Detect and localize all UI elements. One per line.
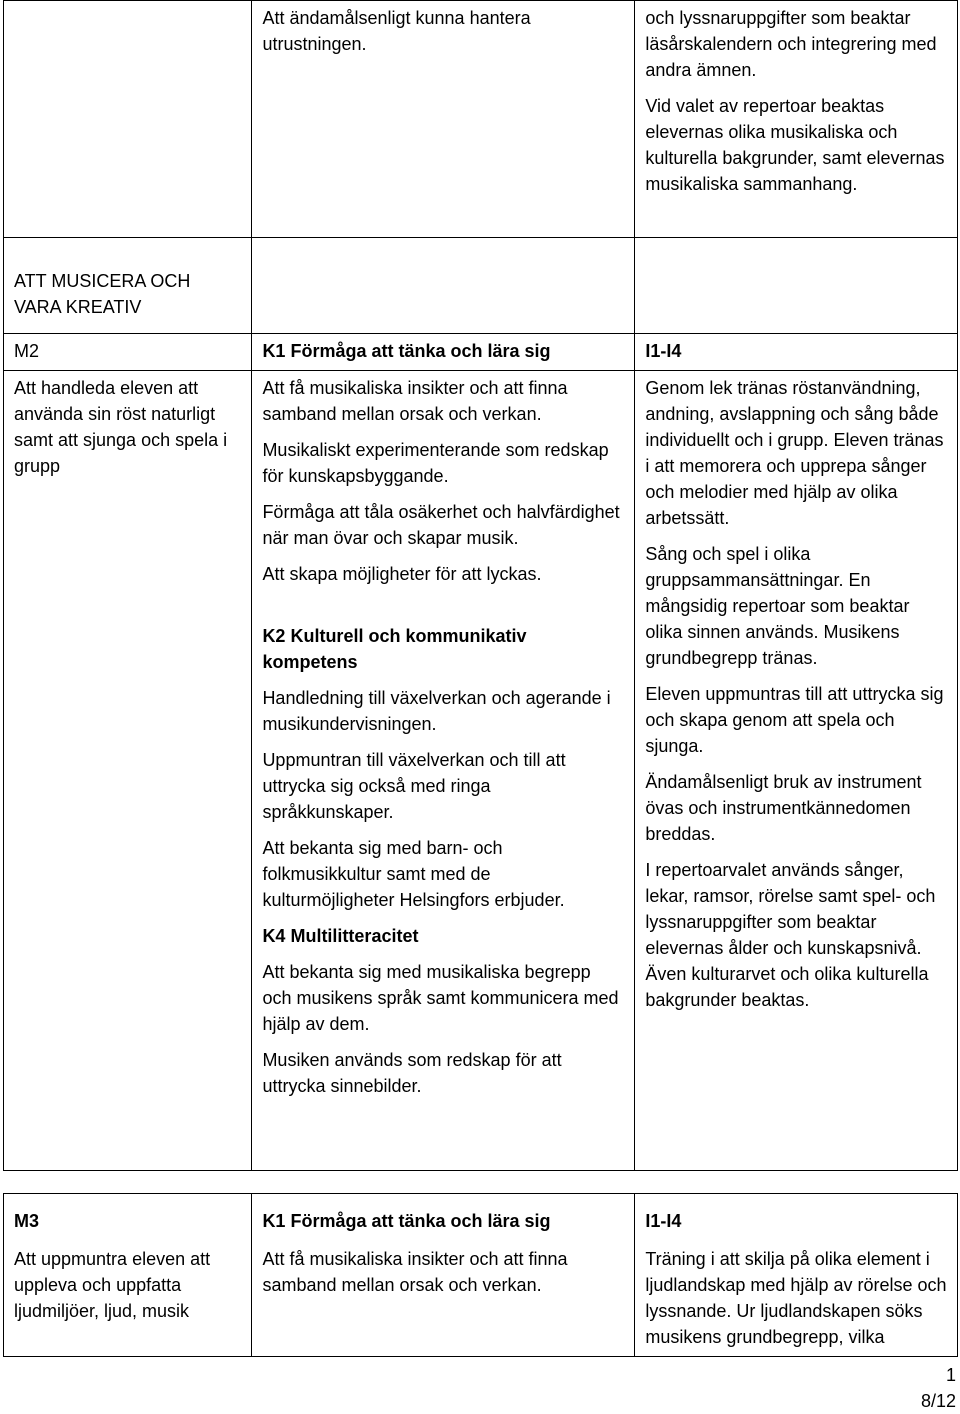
competence-item: Att skapa möjligheter för att lyckas.: [262, 564, 542, 584]
repertoire-text-2: Vid valet av repertoar beaktas elevernas olika musikaliska och kulturella bakgrunder, samt elevernas musikaliska sammanhang.: [645, 96, 945, 194]
competence-heading: K4 Multilitteracitet: [262, 926, 419, 946]
curriculum-table-upper: [3, 0, 958, 1171]
competence-item: Förmåga att tåla osäkerhet och halvfärdighet när man övar och skapar musik.: [262, 502, 620, 548]
content-range: I1-I4: [645, 1211, 682, 1231]
table-row: [4, 371, 958, 1171]
table-row: [4, 238, 958, 334]
competence-item: Att få musikaliska insikter och att finna samband mellan orsak och verkan.: [262, 1249, 568, 1295]
repertoire-text-1: och lyssnaruppgifter som beaktar läsårskalendern och integrering med andra ämnen.: [645, 8, 937, 80]
page-marker: 1: [945, 1365, 956, 1385]
competence-item: Att få musikaliska insikter och att finna samband mellan orsak och verkan.: [262, 378, 568, 424]
m3-code-goal-cell: [4, 1194, 252, 1357]
goal-text: Att uppmuntra eleven att uppleva och uppfatta ljudmiljöer, ljud, musik: [14, 1249, 211, 1321]
content-item: Sång och spel i olika gruppsammansättningar. En mångsidig repertoar som beaktar olika sinnen används. Musikens grundbegrepp tränas.: [645, 544, 910, 668]
m2-i-range-cell: [635, 334, 958, 371]
repertoire-cell: [635, 1, 958, 238]
competence-heading: K1 Förmåga att tänka och lära sig: [262, 341, 551, 361]
competence-item: Musikaliskt experimenterande som redskap för kunskapsbyggande.: [262, 440, 609, 486]
competence-item: Handledning till växelverkan och agerande i musikundervisningen.: [262, 688, 611, 734]
m2-content-cell: [635, 371, 958, 1171]
goal-code: M2: [14, 341, 40, 361]
m3-competences-cell: [252, 1194, 635, 1357]
table-row: [4, 1194, 958, 1357]
section-heading-cell: [4, 238, 252, 334]
m2-k-heading-cell: [252, 334, 635, 371]
content-item: Träning i att skilja på olika element i ljudlandskap med hjälp av rörelse och lyssnande. Ur ljudlandskapen söks musikens grundbegrepp, vilka: [645, 1249, 947, 1347]
goal-text: Att handleda eleven att använda sin röst naturligt samt att sjunga och spela i grupp: [14, 378, 228, 476]
m2-competences-cell: [252, 371, 635, 1171]
competence-item: Att bekanta sig med musikaliska begrepp och musikens språk samt kommunicera med hjälp av dem.: [262, 962, 619, 1034]
section-heading: ATT MUSICERA OCH VARA KREATIV: [14, 271, 191, 317]
m2-goal-cell: [4, 371, 252, 1171]
content-item: I repertoarvalet används sånger, lekar, ramsor, rörelse samt spel- och lyssnaruppgifter som beaktar elevernas ålder och kunskapsnivå. Även kulturarvet och olika kulturella bakgrunder beaktas.: [645, 860, 936, 1010]
competence-item: Musiken används som redskap för att uttrycka sinnebilder.: [262, 1050, 562, 1096]
empty-cell: [635, 238, 958, 334]
table-row: [4, 1, 958, 238]
content-item: Eleven uppmuntras till att uttrycka sig och skapa genom att spela och sjunga.: [645, 684, 944, 756]
m2-code-cell: [4, 334, 252, 371]
m3-content-cell: [635, 1194, 958, 1357]
competence-heading: K2 Kulturell och kommunikativ kompetens: [262, 626, 527, 672]
page-number: 8/12: [920, 1391, 956, 1411]
competence-heading: K1 Förmåga att tänka och lära sig: [262, 1211, 551, 1231]
content-item: Ändamålsenligt bruk av instrument övas och instrumentkännedomen breddas.: [645, 772, 922, 844]
equipment-cell: [252, 1, 635, 238]
competence-item: Uppmuntran till växelverkan och till att uttrycka sig också med ringa språkkunskaper.: [262, 750, 566, 822]
content-item: Genom lek tränas röstanvändning, andning, avslappning och sång både individuellt och i grupp. Eleven tränas i att memorera och upprepa sånger och melodier med hjälp av olika arbetssätt.: [645, 378, 944, 528]
empty-cell: [4, 1, 252, 238]
competence-item: Att bekanta sig med barn- och folkmusikkultur samt med de kulturmöjligheter Helsingfors erbjuder.: [262, 838, 565, 910]
table-row: [4, 334, 958, 371]
equipment-text: Att ändamålsenligt kunna hantera utrustningen.: [262, 8, 531, 54]
curriculum-table-lower: [3, 1193, 958, 1357]
goal-code: M3: [14, 1211, 40, 1231]
empty-cell: [252, 238, 635, 334]
content-range: I1-I4: [645, 341, 682, 361]
